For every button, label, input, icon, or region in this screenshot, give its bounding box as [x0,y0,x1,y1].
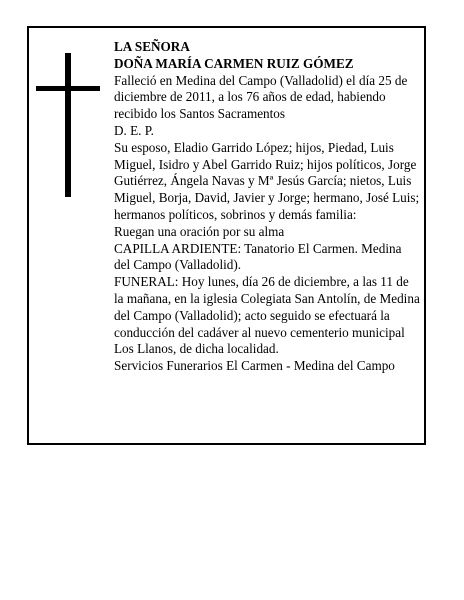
death-announcement: Falleció en Medina del Campo (Valladolid) el día 25 de diciembre de 2011, a los 76 años de edad, habiendo recibido los Santos Sacramentos [114,72,408,122]
title-line: LA SEÑORA [114,39,190,54]
funeral-info: FUNERAL: Hoy lunes, día 26 de diciembre, a las 11 de la mañana, en la iglesia Colegiata San Antolín, de Medina del Campo (Valladolid); acto seguido se efectuará la conducción del cadáver al nuevo cementerio municipal Los Llanos, de dicha localidad. [114,274,420,357]
deceased-name: DOÑA MARÍA CARMEN RUIZ GÓMEZ [114,55,354,71]
family-list: Su esposo, Eladio Garrido López; hijos, Piedad, Luis Miguel, Isidro y Abel Garrido Ruiz; hijos políticos, Jorge Gutiérrez, Ángela Navas y Mª Jesús García; nietos, Luis Miguel, Borja, David, Javier y Jorge; hermano, José Luis; hermanos políticos, sobrinos y demás familia: [114,139,420,222]
cross-icon [36,53,100,197]
chapel-info: CAPILLA ARDIENTE: Tanatorio El Carmen. Medina del Campo (Valladolid). [114,240,402,273]
rest-in-peace: D. E. P. [114,122,154,138]
cross-horizontal-bar [36,86,100,91]
obituary-text [114,39,420,375]
prayer-request: Ruegan una oración por su alma [114,223,285,239]
cross-vertical-bar [65,53,71,197]
funeral-services: Servicios Funerarios El Carmen - Medina del Campo [114,358,395,374]
